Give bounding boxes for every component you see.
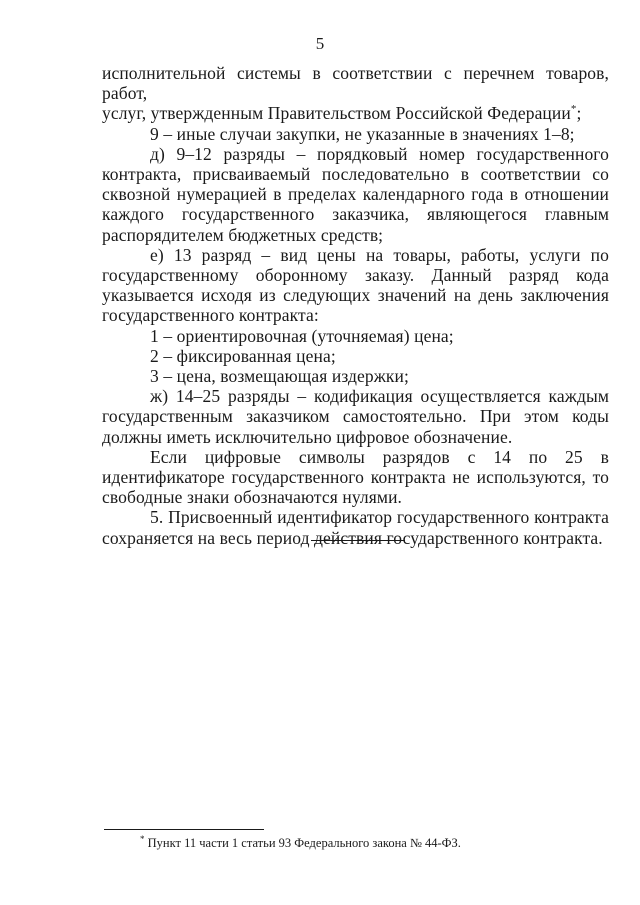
paragraph-empty-digits: Если цифровые символы разрядов с 14 по 25 в идентификаторе государственного контракта не используются, то свободные знаки обозначаются нулями. (102, 446, 609, 508)
footnote-text: Пункт 11 части 1 статьи 93 Федерального закона № 44-ФЗ. (147, 836, 461, 850)
paragraph-5: 5. Присвоенный идентификатор государственного контракта сохраняется на весь период действия государственного контракта. (102, 507, 609, 548)
paragraph-item-d: д) 9–12 разряды – порядковый номер государственного контракта, присваиваемый последовательно в соответствии со сквозной нумерацией в пределах календарного года в отношении каждого государственного заказчика, являющегося главным распорядителем бюджетных средств; (102, 143, 609, 245)
footnote-mark: * (140, 833, 145, 844)
continuation-line-2-end: ; (576, 103, 582, 124)
footnote (140, 833, 461, 851)
footnote-separator (104, 829, 264, 830)
footnote-reference-mark: * (570, 103, 577, 116)
continuation-line-1: исполнительной системы в соответствии с перечнем товаров, работ, (102, 63, 609, 104)
price-type-3: 3 – цена, возмещающая издержки; (150, 366, 409, 387)
continuation-line-2 (102, 103, 609, 123)
price-type-2: 2 – фиксированная цена; (150, 345, 336, 366)
document-body (102, 63, 609, 548)
continuation-line-2-text: услуг, утвержденным Правительством Российской Федерации (102, 103, 571, 124)
paragraph-item-zh: ж) 14–25 разряды – кодификация осуществляется каждым государственным заказчиком самостоятельно. При этом коды должны иметь исключительно цифровое обозначение. (102, 386, 609, 447)
paragraph-item-e: е) 13 разряд – вид цены на товары, работы, услуги по государственному оборонному заказу. Данный разряд кода указывается исходя из следующих значений на день заключения государственного контракта: (102, 244, 609, 326)
page-number: 5 (315, 34, 325, 53)
end-of-text-rule (311, 540, 405, 541)
paragraph-item-9: 9 – иные случаи закупки, не указанные в значениях 1–8; (150, 123, 575, 144)
price-type-1: 1 – ориентировочная (уточняемая) цена; (150, 325, 454, 346)
